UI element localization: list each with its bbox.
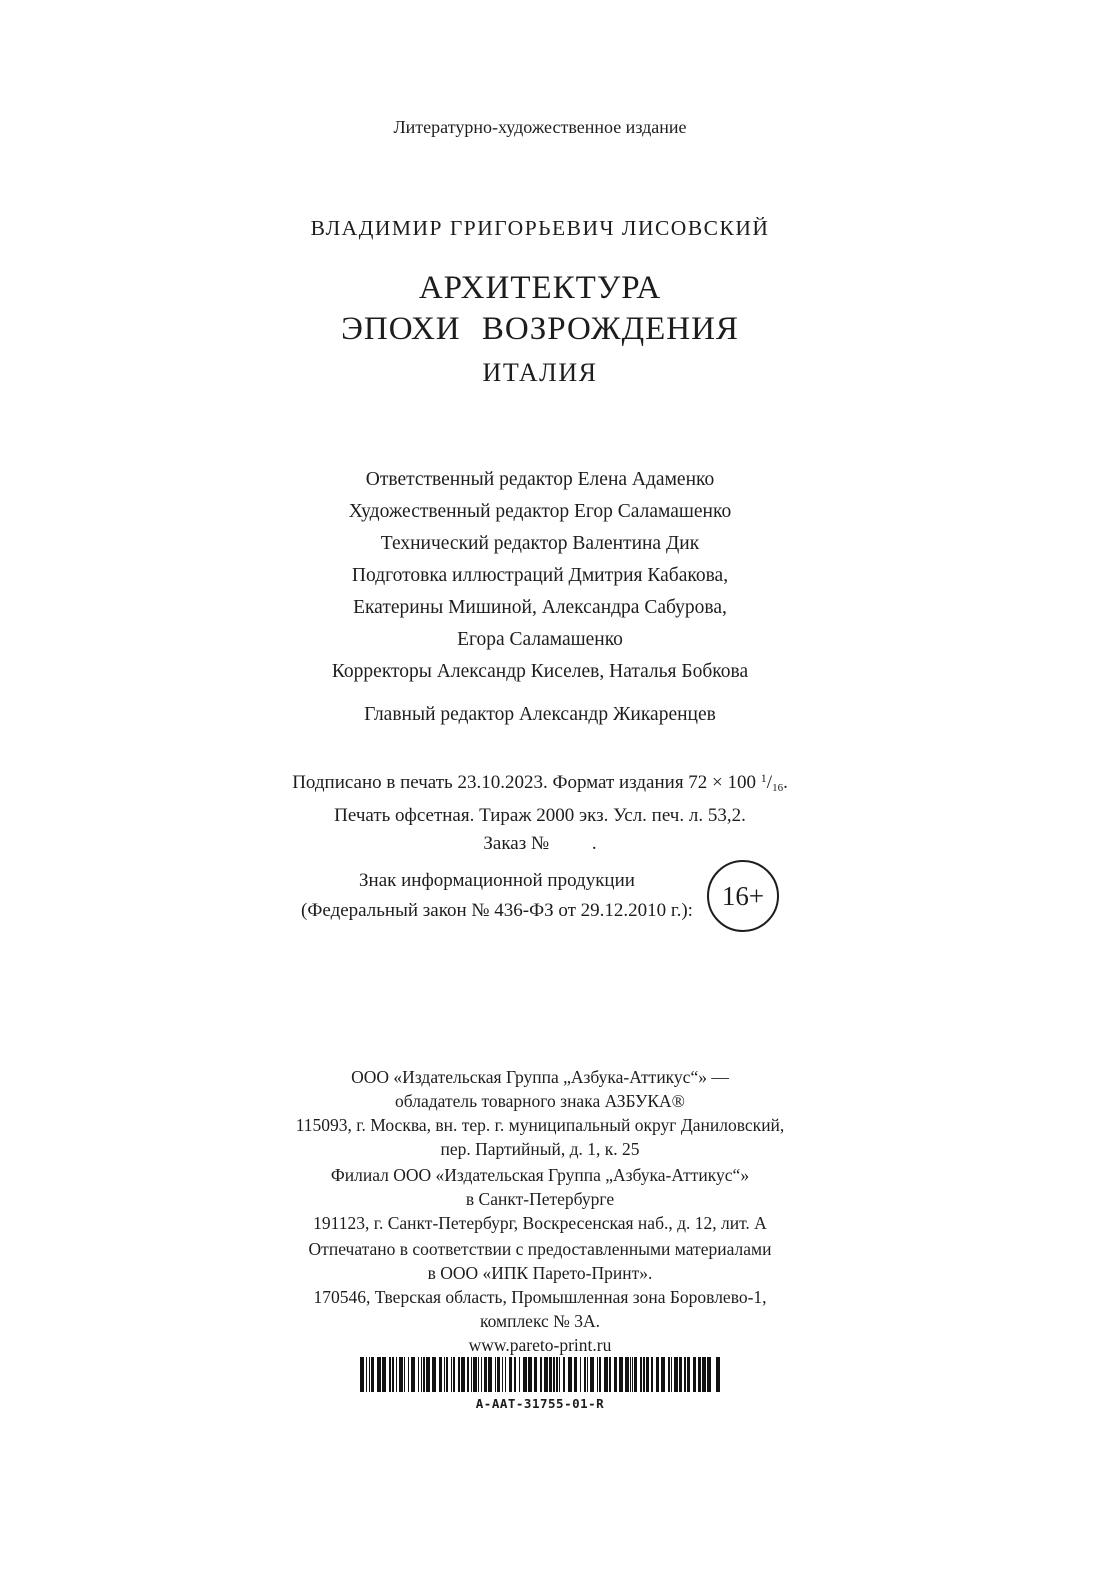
credit-line-responsible-editor: Ответственный редактор Елена Адаменко	[365, 469, 715, 490]
printer-address-line: комплекс № 3А.	[479, 1311, 600, 1331]
age-mark-block	[0, 860, 1080, 932]
publisher-address-line: 191123, г. Санкт-Петербург, Воскресенская наб., д. 12, лит. А	[313, 1213, 767, 1233]
book-title	[0, 268, 1080, 390]
publisher-line: ООО «Издательская Группа „Азбука-Аттикус“» —	[351, 1067, 729, 1087]
printer-website: www.pareto-print.ru	[468, 1335, 612, 1355]
print-info-block	[0, 764, 1080, 858]
publisher-line: обладатель товарного знака АЗБУКА®	[395, 1091, 685, 1111]
chief-editor-line: Главный редактор Александр Жикаренцев	[364, 704, 716, 725]
print-info-order-line: Заказ № .	[483, 833, 597, 854]
print-info-line1	[0, 764, 1080, 802]
print-info-line1-suffix: .	[783, 772, 788, 793]
credits-block	[0, 464, 1080, 731]
barcode-section	[0, 1357, 1080, 1411]
age-mark-text	[301, 866, 693, 926]
barcode	[360, 1357, 720, 1392]
printer-line: в ООО «ИПК Парето-Принт».	[427, 1263, 653, 1283]
print-info-line2: Печать офсетная. Тираж 2000 экз. Усл. печ. л. 53,2.	[334, 805, 746, 826]
edition-type-label: Литературно-художественное издание	[393, 117, 687, 137]
printer-line: Отпечатано в соответствии с предоставленными материалами	[308, 1239, 772, 1259]
book-title-line3: ИТАЛИЯ	[482, 358, 598, 387]
author-name: ВЛАДИМИР ГРИГОРЬЕВИЧ ЛИСОВСКИЙ	[310, 216, 770, 240]
publisher-group-branch	[0, 1163, 1080, 1235]
age-mark-line2: (Федеральный закон № 436-ФЗ от 29.12.2010 г.):	[301, 900, 693, 921]
credit-line-proofreaders: Корректоры Александр Киселев, Наталья Бобкова	[331, 661, 749, 682]
format-fraction-slash: /	[766, 772, 773, 793]
publisher-group-main	[0, 1065, 1080, 1161]
publisher-line: Филиал ООО «Издательская Группа „Азбука-Аттикус“»	[330, 1165, 750, 1185]
publisher-address-line: 115093, г. Москва, вн. тер. г. муниципальный округ Даниловский,	[295, 1115, 785, 1135]
print-info-line1-prefix: Подписано в печать 23.10.2023. Формат издания 72 × 100	[292, 772, 761, 793]
format-fraction-numerator: 1	[760, 771, 767, 785]
publisher-address-line: пер. Партийный, д. 1, к. 25	[440, 1139, 640, 1159]
publisher-line: в Санкт-Петербурге	[465, 1189, 615, 1209]
credit-line-illustrations-2: Екатерины Мишиной, Александра Сабурова,	[353, 597, 727, 618]
age-mark-line1: Знак информационной продукции	[359, 870, 635, 891]
publisher-block	[0, 1065, 1080, 1357]
book-title-line2: ЭПОХИ ВОЗРОЖДЕНИЯ	[341, 311, 739, 347]
age-rating-badge: 16+	[707, 860, 779, 932]
publisher-group-printer	[0, 1237, 1080, 1357]
credit-line-illustrations-1: Подготовка иллюстраций Дмитрия Кабакова,	[351, 565, 729, 586]
book-title-line1: АРХИТЕКТУРА	[418, 270, 662, 306]
barcode-label: A-AAT-31755-01-R	[475, 1396, 605, 1411]
credit-line-technical-editor: Технический редактор Валентина Дик	[380, 533, 700, 554]
format-fraction-denominator: 16	[772, 782, 784, 794]
credit-line-art-editor: Художественный редактор Егор Саламашенко	[348, 501, 732, 522]
credit-line-illustrations-3: Егора Саламашенко	[457, 629, 623, 650]
printer-address-line: 170546, Тверская область, Промышленная зона Боровлево-1,	[313, 1287, 767, 1307]
